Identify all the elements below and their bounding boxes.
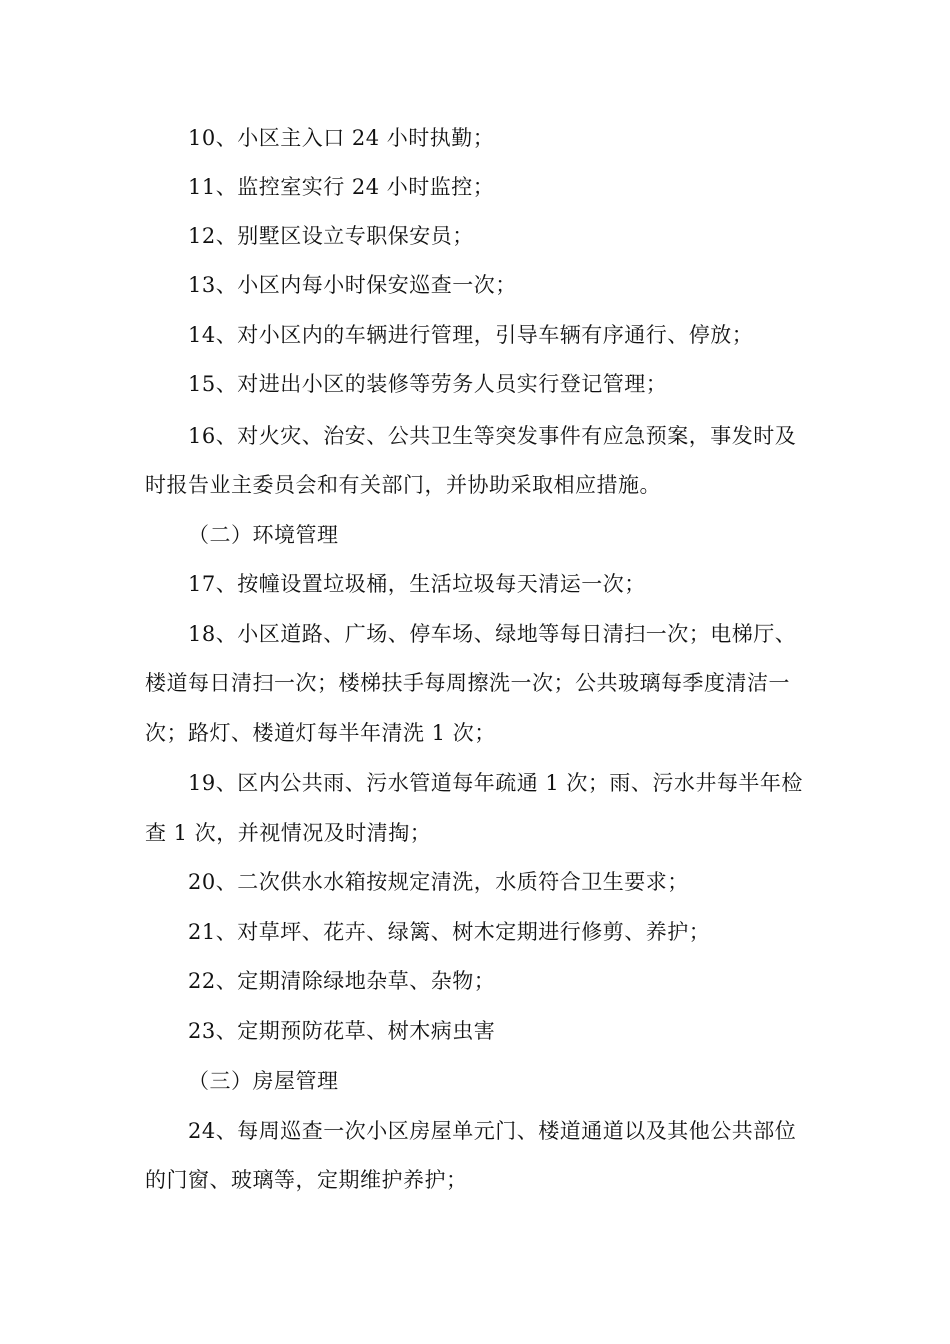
item-19-line-2: 查 1 次，并视情况及时清掏； <box>145 821 432 845</box>
item-20: 20、二次供水水箱按规定清洗，水质符合卫生要求； <box>188 870 689 894</box>
item-10: 10、小区主入口 24 小时执勤； <box>188 126 495 150</box>
item-24-line-2: 的门窗、玻璃等，定期维护养护； <box>145 1168 468 1192</box>
item-16-line-2: 时报告业主委员会和有关部门，并协助采取相应措施。 <box>145 473 661 497</box>
section-heading-housing: （三）房屋管理 <box>188 1069 339 1093</box>
item-18-line-1: 18、小区道路、广场、停车场、绿地等每日清扫一次；电梯厅、 <box>188 622 797 646</box>
item-24-line-1: 24、每周巡查一次小区房屋单元门、楼道通道以及其他公共部位 <box>188 1119 797 1143</box>
item-16-line-1: 16、对火灾、治安、公共卫生等突发事件有应急预案，事发时及 <box>188 424 797 448</box>
item-18-line-2: 楼道每日清扫一次；楼梯扶手每周擦洗一次；公共玻璃每季度清洁一 <box>145 671 790 695</box>
section-heading-environment: （二）环境管理 <box>188 523 339 547</box>
item-11: 11、监控室实行 24 小时监控； <box>188 175 495 199</box>
item-17: 17、按幢设置垃圾桶，生活垃圾每天清运一次； <box>188 572 646 596</box>
item-19-line-1: 19、区内公共雨、污水管道每年疏通 1 次；雨、污水井每半年检 <box>188 771 803 795</box>
item-21: 21、对草坪、花卉、绿篱、树木定期进行修剪、养护； <box>188 920 711 944</box>
item-22: 22、定期清除绿地杂草、杂物； <box>188 969 496 993</box>
item-18-line-3: 次；路灯、楼道灯每半年清洗 1 次； <box>145 721 496 745</box>
item-15: 15、对进出小区的装修等劳务人员实行登记管理； <box>188 372 668 396</box>
item-14: 14、对小区内的车辆进行管理，引导车辆有序通行、停放； <box>188 323 754 347</box>
item-13: 13、小区内每小时保安巡查一次； <box>188 273 517 297</box>
item-23: 23、定期预防花草、树木病虫害 <box>188 1019 496 1043</box>
item-12: 12、别墅区设立专职保安员； <box>188 224 474 248</box>
